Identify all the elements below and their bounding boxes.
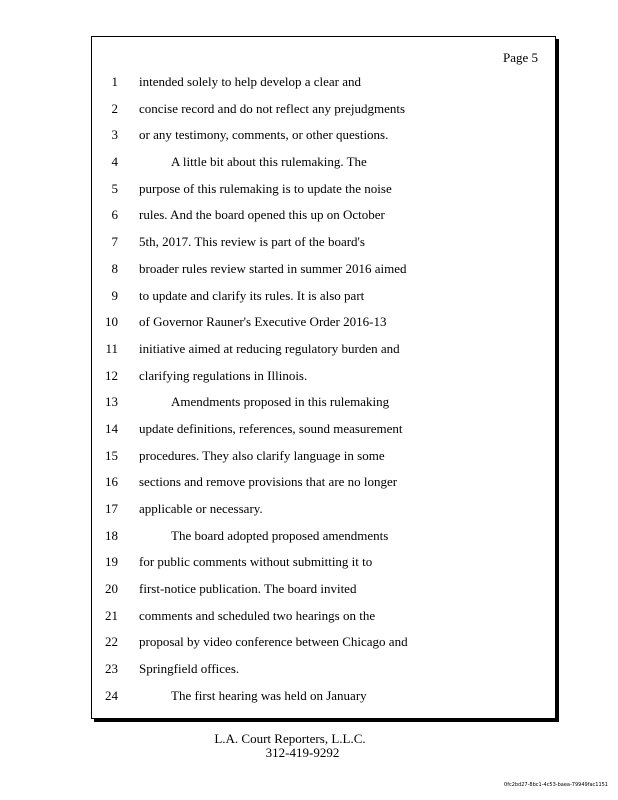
transcript-line bbox=[92, 393, 555, 420]
line-number: 24 bbox=[105, 687, 118, 703]
line-number: 11 bbox=[105, 340, 118, 356]
transcript-line bbox=[92, 180, 555, 207]
transcript-page bbox=[91, 36, 556, 719]
transcript-line bbox=[92, 367, 555, 394]
transcript-line bbox=[92, 126, 555, 153]
line-text: procedures. They also clarify language in some bbox=[139, 447, 385, 463]
line-number: 20 bbox=[105, 581, 118, 597]
transcript-line bbox=[92, 527, 555, 554]
transcript-line bbox=[92, 447, 555, 474]
line-number: 15 bbox=[105, 447, 118, 463]
line-number: 17 bbox=[105, 501, 118, 516]
line-number: 19 bbox=[105, 554, 118, 570]
transcript-line bbox=[92, 660, 555, 687]
line-text: Springfield offices. bbox=[139, 661, 240, 677]
transcript-line bbox=[92, 100, 555, 127]
line-text: clarifying regulations in Illinois. bbox=[139, 367, 308, 383]
line-number: 2 bbox=[111, 100, 118, 116]
document-id: 0fc2bd27-8bc1-4c53-baea-79949fac1151 bbox=[504, 782, 608, 788]
line-text: first-notice publication. The board invited bbox=[139, 581, 357, 597]
line-text: The board adopted proposed amendments bbox=[171, 527, 389, 543]
line-text: proposal by video conference between Chicago and bbox=[139, 634, 408, 650]
line-number: 16 bbox=[105, 474, 118, 490]
transcript-line bbox=[92, 153, 555, 180]
line-text: applicable or necessary. bbox=[139, 501, 263, 516]
transcript-line bbox=[92, 420, 555, 447]
line-text: intended solely to help develop a clear and bbox=[139, 74, 362, 89]
line-text: initiative aimed at reducing regulatory burden and bbox=[139, 340, 400, 356]
transcript-line bbox=[92, 287, 555, 314]
transcript-line bbox=[92, 580, 555, 607]
transcript-line bbox=[92, 473, 555, 500]
transcript-line bbox=[92, 687, 555, 714]
transcript-lines bbox=[92, 73, 555, 714]
transcript-line bbox=[92, 500, 555, 527]
line-text: purpose of this rulemaking is to update the noise bbox=[139, 180, 392, 196]
line-number: 14 bbox=[105, 420, 118, 436]
line-number: 21 bbox=[105, 607, 118, 623]
line-text: comments and scheduled two hearings on the bbox=[139, 607, 376, 623]
line-number: 10 bbox=[105, 314, 118, 330]
transcript-line bbox=[92, 73, 555, 100]
line-text: or any testimony, comments, or other questions. bbox=[139, 127, 389, 143]
footer-phone: 312-419-9292 bbox=[265, 745, 340, 760]
line-number: 3 bbox=[111, 127, 118, 143]
footer bbox=[0, 732, 580, 760]
line-text: of Governor Rauner's Executive Order 2016-13 bbox=[139, 314, 387, 330]
line-number: 12 bbox=[105, 367, 118, 383]
line-text: concise record and do not reflect any prejudgments bbox=[139, 100, 406, 116]
transcript-line bbox=[92, 633, 555, 660]
line-text: to update and clarify its rules. It is also part bbox=[139, 287, 365, 303]
line-number: 5 bbox=[111, 180, 118, 196]
transcript-line bbox=[92, 607, 555, 634]
transcript-line bbox=[92, 206, 555, 233]
transcript-line bbox=[92, 553, 555, 580]
line-number: 13 bbox=[105, 394, 118, 410]
line-text: sections and remove provisions that are no longer bbox=[139, 474, 398, 490]
line-text: Amendments proposed in this rulemaking bbox=[171, 394, 390, 410]
page-number: Page 5 bbox=[502, 50, 538, 65]
line-text: 5th, 2017. This review is part of the board's bbox=[139, 234, 365, 250]
line-number: 6 bbox=[111, 207, 118, 223]
line-text: for public comments without submitting it to bbox=[139, 554, 373, 570]
line-number: 23 bbox=[105, 661, 118, 677]
line-number: 9 bbox=[111, 287, 118, 303]
line-text: broader rules review started in summer 2016 aimed bbox=[139, 260, 407, 276]
line-number: 8 bbox=[111, 260, 118, 276]
footer-company: L.A. Court Reporters, L.L.C. bbox=[214, 731, 366, 746]
transcript-line bbox=[92, 233, 555, 260]
line-number: 4 bbox=[111, 154, 118, 170]
line-number: 7 bbox=[111, 234, 118, 250]
line-number: 18 bbox=[105, 527, 118, 543]
transcript-line bbox=[92, 340, 555, 367]
transcript-line bbox=[92, 313, 555, 340]
line-number: 1 bbox=[111, 74, 118, 89]
line-text: A little bit about this rulemaking. The bbox=[171, 154, 367, 170]
line-text: update definitions, references, sound measurement bbox=[139, 420, 403, 436]
line-text: rules. And the board opened this up on October bbox=[139, 207, 385, 223]
transcript-line bbox=[92, 260, 555, 287]
line-text: The first hearing was held on January bbox=[171, 687, 367, 703]
line-number: 22 bbox=[105, 634, 118, 650]
